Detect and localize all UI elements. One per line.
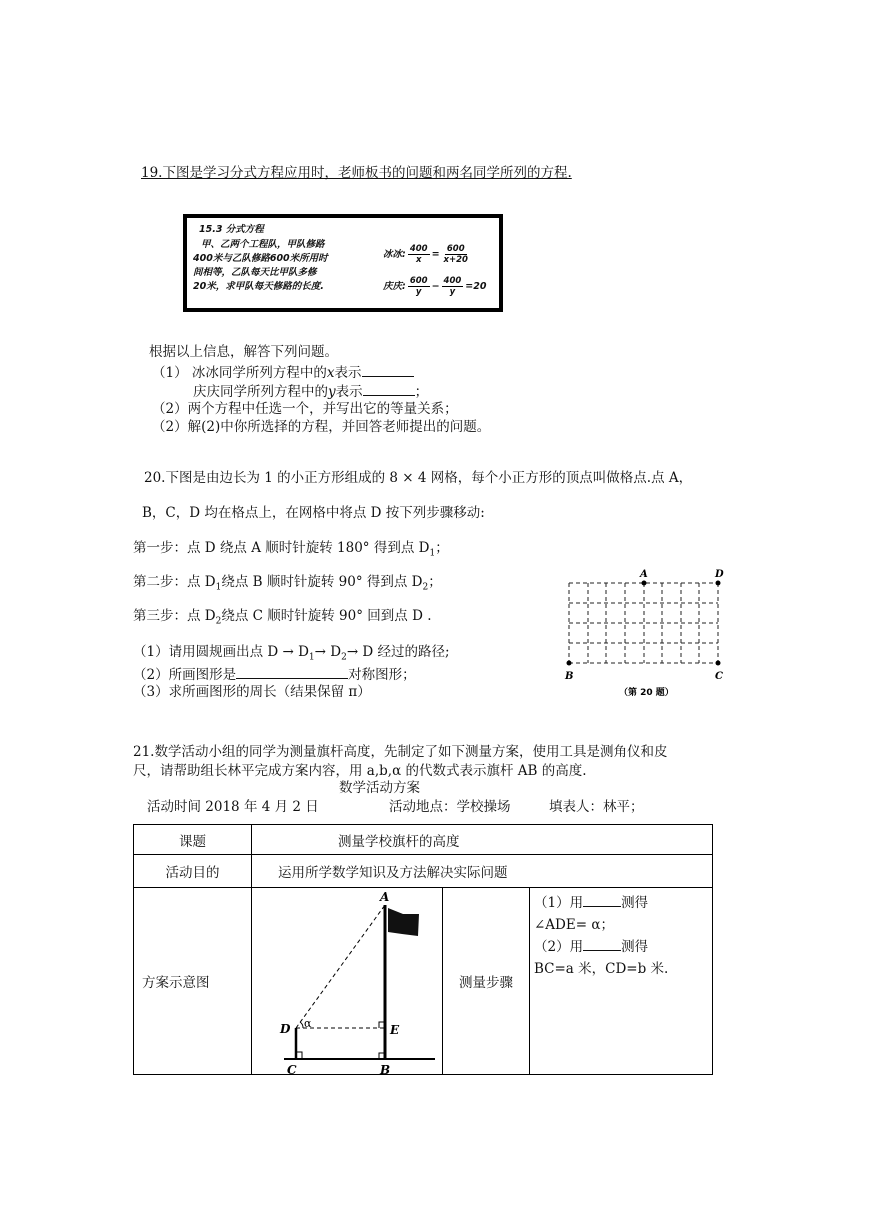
activity-place: 活动地点：学校操场 xyxy=(389,799,511,815)
label-c: C xyxy=(715,671,723,682)
answer-blank-x[interactable] xyxy=(362,362,414,377)
q20-step2: 第二步：点 $D_1$绕点 B 顺时针旋转 90° 得到点 $D_2$； xyxy=(133,574,442,593)
board-line-1: 甲、乙两个工程队，甲队修路 xyxy=(201,239,325,250)
answer-blank-tool-1[interactable] xyxy=(583,892,621,907)
point-a xyxy=(642,581,647,586)
sight-line xyxy=(296,905,385,1028)
purpose-value: 运用所学数学知识及方法解决实际问题 xyxy=(252,855,713,888)
alpha-arc xyxy=(300,1022,303,1028)
plan-title: 数学活动方案 xyxy=(339,780,420,796)
bing-frac-2: $\frac{600}{x+20}$ xyxy=(443,244,468,265)
q20-line1: 20.下图是由边长为 1 的小正方形组成的 8 × 4 网格，每个小正方形的顶点叫做格点.点 A， xyxy=(144,470,693,486)
qing-equation: 庆庆: $\frac{600}{y}$ − $\frac{400}{y}$ =20 xyxy=(383,276,487,297)
q20-part3: （3）求所画图形的周长（结果保留 π） xyxy=(133,684,371,700)
answer-blank-symmetry[interactable] xyxy=(236,664,348,679)
diagram-cell xyxy=(252,888,443,1075)
step-1-angle: ∠ADE= α； xyxy=(534,917,614,933)
board-line-4: 20米，求甲队每天修路的长度. xyxy=(193,281,324,292)
q20-step1: 第一步：点 D 绕点 A 顺时针旋转 180° 得到点 $D_1$； xyxy=(133,540,449,559)
label-c: C xyxy=(287,1063,297,1074)
activity-filler: 填表人：林平； xyxy=(549,799,644,815)
q20-line2: B，C，D 均在格点上，在网格中将点 D 按下列步骤移动: xyxy=(142,505,485,521)
qing-label: 庆庆: xyxy=(383,280,406,292)
q20-step3: 第三步：点 $D_2$绕点 C 顺时针旋转 90° 回到点 D . xyxy=(133,608,432,627)
point-d xyxy=(716,581,721,586)
activity-time: 活动时间 2018 年 4 月 2 日 xyxy=(147,799,319,815)
flagpole-diagram xyxy=(252,888,442,1074)
label-a: A xyxy=(640,569,648,580)
q19-intro: 根据以上信息，解答下列问题。 xyxy=(149,344,338,360)
label-d: D xyxy=(280,1022,291,1036)
blackboard-image xyxy=(183,214,503,312)
label-b: B xyxy=(565,671,574,682)
table-row xyxy=(134,825,713,855)
steps-label: 测量步骤 xyxy=(443,888,530,1075)
answer-blank-y[interactable] xyxy=(363,381,415,396)
step-2: （2）用 测得 xyxy=(534,936,708,958)
q19-part1a: （1） 冰冰同学所列方程中的x表示 xyxy=(152,362,414,382)
board-heading: 15.3 分式方程 xyxy=(199,224,264,235)
q21-line1: 21.数学活动小组的同学为测量旗杆高度，先制定了如下测量方案，使用工具是测角仪和皮 xyxy=(133,744,668,760)
label-a: A xyxy=(380,890,390,904)
grid-lines xyxy=(569,583,718,663)
grid-figure xyxy=(555,565,745,700)
label-e: E xyxy=(390,1023,400,1037)
topic-label: 课题 xyxy=(134,825,252,855)
answer-blank-tool-2[interactable] xyxy=(583,936,621,951)
q20-part1: （1）请用圆规画出点 $D \to D_1\to D_2\to D$ 经过的路径; xyxy=(133,644,450,663)
q19-part3: （2）解(2)中你所选择的方程，并回答老师提出的问题。 xyxy=(152,419,491,435)
point-c xyxy=(716,661,721,666)
bing-label: 冰冰: xyxy=(383,248,406,260)
topic-value: 测量学校旗杆的高度 xyxy=(252,825,713,855)
label-d: D xyxy=(715,569,724,580)
table-row xyxy=(134,855,713,888)
qing-frac-1: $\frac{600}{y}$ xyxy=(409,276,428,297)
qing-frac-2: $\frac{400}{y}$ xyxy=(443,276,462,297)
diagram-label: 方案示意图 xyxy=(134,888,252,1075)
q19-part2: （2）两个方程中任选一个，并写出它的等量关系； xyxy=(152,401,458,417)
figure-caption: （第 20 题） xyxy=(619,688,674,698)
steps-cell xyxy=(530,888,713,1075)
flag-icon xyxy=(388,908,419,936)
label-b: B xyxy=(380,1063,391,1074)
point-b xyxy=(567,661,572,666)
step-1: （1）用 测得 xyxy=(534,892,708,914)
q20-part2: （2）所画图形是 对称图形； xyxy=(133,664,416,684)
q19-part1b: 庆庆同学所列方程中的y表示 ； xyxy=(193,381,428,401)
table-row xyxy=(134,888,713,1075)
board-line-3: 间相等，乙队每天比甲队多修 xyxy=(193,267,317,278)
label-alpha: α xyxy=(304,1017,312,1030)
bing-equation: 冰冰: $\frac{400}{x}$ = $\frac{600}{x+20}$ xyxy=(383,244,468,265)
purpose-label: 活动目的 xyxy=(134,855,252,888)
q21-line2: 尺，请帮助组长林平完成方案内容，用 a,b,α 的代数式表示旗杆 AB 的高度. xyxy=(133,763,587,779)
step-2-lengths: BC=a 米，CD=b 米. xyxy=(534,961,669,977)
board-line-2: 400米与乙队修路600米所用时 xyxy=(193,253,328,264)
plan-table xyxy=(133,824,713,1075)
bing-frac-1: $\frac{400}{x}$ xyxy=(409,244,428,265)
q19-title: 19.下图是学习分式方程应用时，老师板书的问题和两名同学所列的方程. xyxy=(141,165,572,181)
